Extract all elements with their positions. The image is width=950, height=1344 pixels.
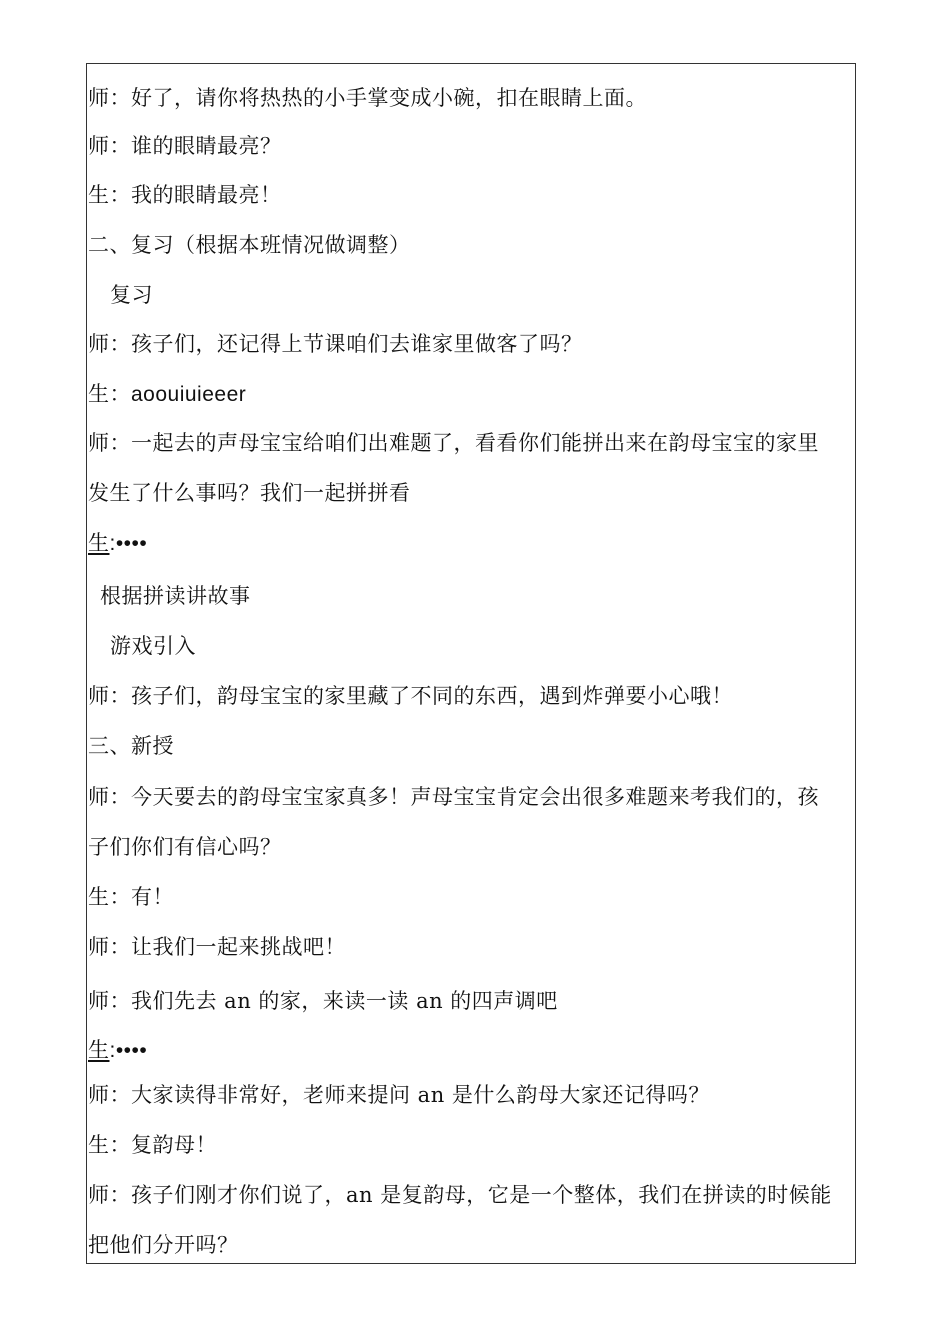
subheading-review: 复习 [110,283,153,307]
speaker-label: 生 [88,1038,110,1062]
text-line-6: 师：孩子们，还记得上节课咱们去谁家里做客了吗？ [88,332,583,356]
section-heading-new: 三、新授 [88,734,174,758]
text-line-8: 师：一起去的声母宝宝给咱们出难题了，看看你们能拼出来在韵母宝宝的家里 [88,431,819,455]
text-line-16: 子们你们有信心吗？ [88,835,282,859]
text-line-24: 把他们分开吗？ [88,1233,239,1257]
text-line-9: 发生了什么事吗？我们一起拼拼看 [88,481,411,505]
dots-text: :•••• [109,1039,148,1062]
text-line-20 [88,1035,147,1066]
subheading-story: 根据拼读讲故事 [100,584,251,608]
text-line-13: 师：孩子们，韵母宝宝的家里藏了不同的东西，遇到炸弹要小心哦！ [88,684,733,708]
text-line-7 [88,379,246,410]
text-line-3: 生：我的眼睛最亮！ [88,183,282,207]
text-line-1: 师：好了，请你将热热的小手掌变成小碗，扣在眼睛上面。 [88,86,647,110]
dots-text: :•••• [109,532,148,555]
text-line-19: 师：我们先去 an 的家，来读一读 an 的四声调吧 [88,989,558,1013]
text-line-21: 师：大家读得非常好，老师来提问 an 是什么韵母大家还记得吗？ [88,1083,710,1107]
text-line-18: 师：让我们一起来挑战吧！ [88,935,346,959]
text-line-23: 师：孩子们刚才你们说了，an 是复韵母，它是一个整体，我们在拼读的时候能 [88,1183,832,1207]
speaker-label: 生： [88,382,131,406]
text-line-2: 师：谁的眼睛最亮？ [88,134,282,158]
section-heading-review: 二、复习（根据本班情况做调整） [88,233,411,257]
text-line-15: 师：今天要去的韵母宝宝家真多！声母宝宝肯定会出很多难题来考我们的，孩 [88,785,819,809]
speaker-label: 生 [88,531,110,555]
vowel-sequence: aoouiuieeer [131,383,247,406]
subheading-game: 游戏引入 [110,634,196,658]
text-line-22: 生：复韵母！ [88,1133,217,1157]
text-line-17: 生：有！ [88,885,174,909]
text-line-10 [88,528,147,559]
